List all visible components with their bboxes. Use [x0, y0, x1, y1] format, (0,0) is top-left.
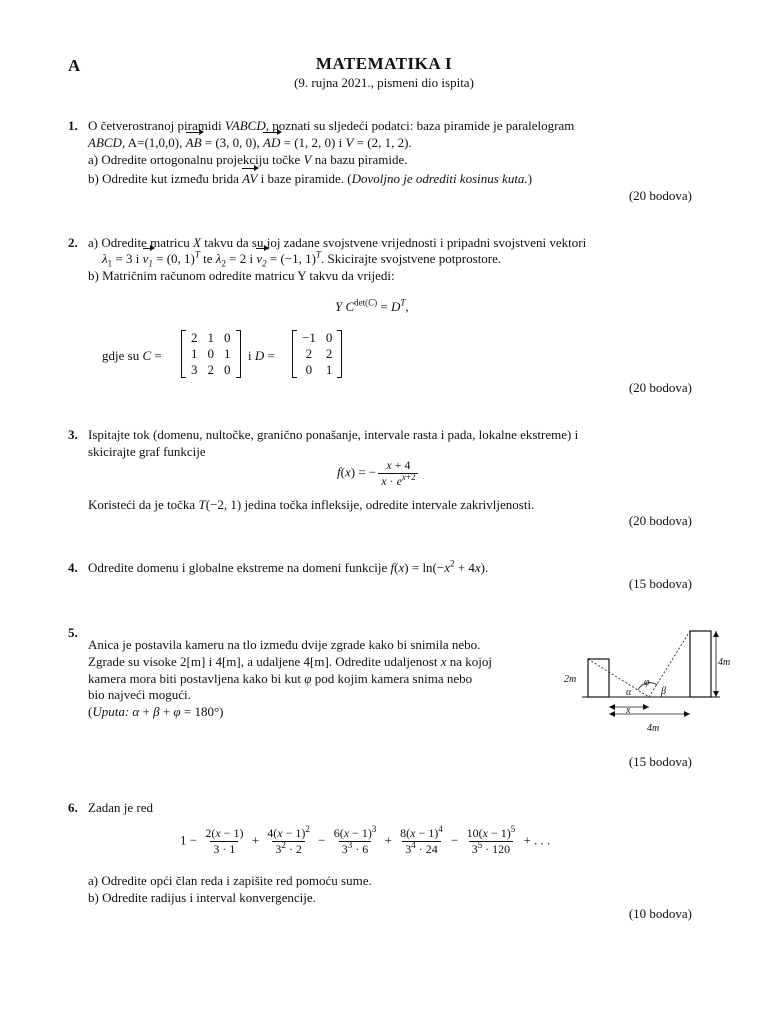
- problem-5-points: (15 bodova): [628, 754, 692, 769]
- problem-6-part-a: a) Odredite opći član reda i zapišite red pomoću sume.: [88, 873, 372, 888]
- problem-2-line2: $\lambda_1 = 3$ i $v_1 = (0$, 1)$^T$ te $\lambda_2 = 2$ i $v_2 = (-1$, 1)$^T$. Skicirajte svojstvene potprostore.: [102, 249, 502, 269]
- matrix-d: −1 0 2 2 0 1: [292, 330, 342, 378]
- problem-5-line4: bio najveći mogući.: [88, 687, 191, 702]
- problem-1-part-b: b) Odredite kut između brida AV i baze piramide. (Dovoljno je odrediti kosinus kuta.): [88, 171, 533, 186]
- problem-5-line2: Zgrade su visoke 2[m] i 4[m], a udaljene 4[m]. Odredite udaljenost x na kojoj: [88, 654, 492, 669]
- series-term-2: $\frac{4(x - 1)^2}{3^2 \cdot 2}$: [267, 824, 310, 856]
- problem-6-line1: Zadan je red: [88, 800, 153, 815]
- problem-1-part-a: a) Odredite ortogonalnu projekciju točke V na bazu piramide.: [88, 152, 408, 167]
- problem-1-number: 1.: [68, 118, 78, 133]
- problem-5-line1: Anica je postavila kameru na tlo između dvije zgrade kako bi snimila nebo.: [88, 637, 481, 652]
- series-term-1: $\frac{2(x - 1)}{3 \cdot 1}$: [205, 826, 244, 856]
- series-term-3: $\frac{6(x - 1)^3}{3^3 \cdot 6}$: [333, 824, 377, 856]
- problem-4-number: 4.: [68, 560, 78, 575]
- problem-6-series: 1 − $\frac{2(x - 1)}{3 \cdot 1}$ + $\frac{4(x - 1)^2}{3^2 \cdot 2}$ − $\frac{6(x - 1)^3}{3^3 \cdot 6}$ + $\frac{8(x - 1)^4}{3^4 \cdot 24}$ − $\frac{10(x - 1)^5}{3^5 \cdot 120}$ + . . .: [180, 824, 551, 856]
- label-2m: 2m: [564, 674, 577, 685]
- right-building: [690, 631, 711, 697]
- problem-2-number: 2.: [68, 235, 78, 250]
- matrix-c: 2 1 0 1 0 1 3 2 0: [181, 330, 241, 378]
- buildings-figure: [560, 626, 740, 742]
- problem-3-line1: Ispitajte tok (domenu, nultočke, granično ponašanje, intervale rasta i pada, lokalne ekstreme) i: [88, 427, 579, 442]
- problem-3-line2: skicirajte graf funkcije: [88, 444, 206, 459]
- problem-1-line2: ABCD, A=(1,0,0), AB = (3, 0, 0), AD = (1, 2, 0) i V = (2, 1, 2).: [88, 135, 412, 150]
- problem-1-points: (20 bodova): [628, 188, 692, 203]
- problem-2-equation: Y $C^{det(C)} = D^T$,: [335, 297, 409, 314]
- label-4m-height: 4m: [718, 657, 731, 668]
- left-building: [588, 659, 609, 697]
- problem-6-part-b: b) Odredite radijus i interval konvergencije.: [88, 890, 316, 905]
- problem-3-formula: f(x) = − $\frac{x + 4}{x \cdot e^{x+2}}$: [337, 458, 420, 489]
- label-4m-width: 4m: [647, 723, 660, 734]
- problem-2-line3: b) Matričnim računom odredite matricu Y takvu da vrijedi:: [88, 268, 395, 283]
- problem-3-number: 3.: [68, 427, 78, 442]
- problem-4-line1: Odredite domenu i globalne ekstreme na domeni funkcije $f(x) = \ln(-x^2 + 4x)$.: [88, 558, 489, 575]
- problem-2-line1: a) Odredite matricu X takvu da su joj zadane svojstvene vrijednosti i pripadni svojstveni vektori: [88, 235, 587, 250]
- problem-3-line3: Koristeći da je točka T(−2, 1) jedina točka infleksije, odredite intervale zakrivljenosti.: [88, 497, 535, 512]
- problem-1-line1: O četverostranoj piramidi VABCD, poznati su sljedeći podatci: baza piramide je paralelogram: [88, 118, 575, 133]
- problem-4-points: (15 bodova): [628, 576, 692, 591]
- problem-5-number: 5.: [68, 625, 78, 640]
- problem-6-points: (10 bodova): [628, 906, 692, 921]
- problem-3-points: (20 bodova): [628, 513, 692, 528]
- page-subtitle: (9. rujna 2021., pismeni dio ispita): [294, 75, 474, 90]
- problem-5-line3: kamera mora biti postavljena kako bi kut φ pod kojim kamera snima nebo: [88, 671, 473, 686]
- series-term-4: $\frac{8(x - 1)^4}{3^4 \cdot 24}$: [400, 824, 443, 856]
- series-term-5: $\frac{10(x - 1)^5}{3^5 \cdot 120}$: [466, 824, 516, 856]
- label-phi: φ: [644, 677, 650, 688]
- label-beta: β: [661, 686, 666, 697]
- exam-variant: A: [68, 56, 81, 75]
- problem-2-where-label: gdje su C =: [102, 348, 162, 363]
- problem-6-number: 6.: [68, 800, 78, 815]
- label-x: x: [626, 705, 631, 716]
- page-title: MATEMATIKA I: [315, 54, 453, 73]
- series-start: 1 −: [180, 832, 198, 848]
- problem-2-and-label: i D =: [248, 348, 275, 363]
- problem-5-hint: (Uputa: α + β + φ = 180°): [88, 704, 224, 719]
- problem-2-points: (20 bodova): [628, 380, 692, 395]
- label-alpha: α: [626, 687, 632, 698]
